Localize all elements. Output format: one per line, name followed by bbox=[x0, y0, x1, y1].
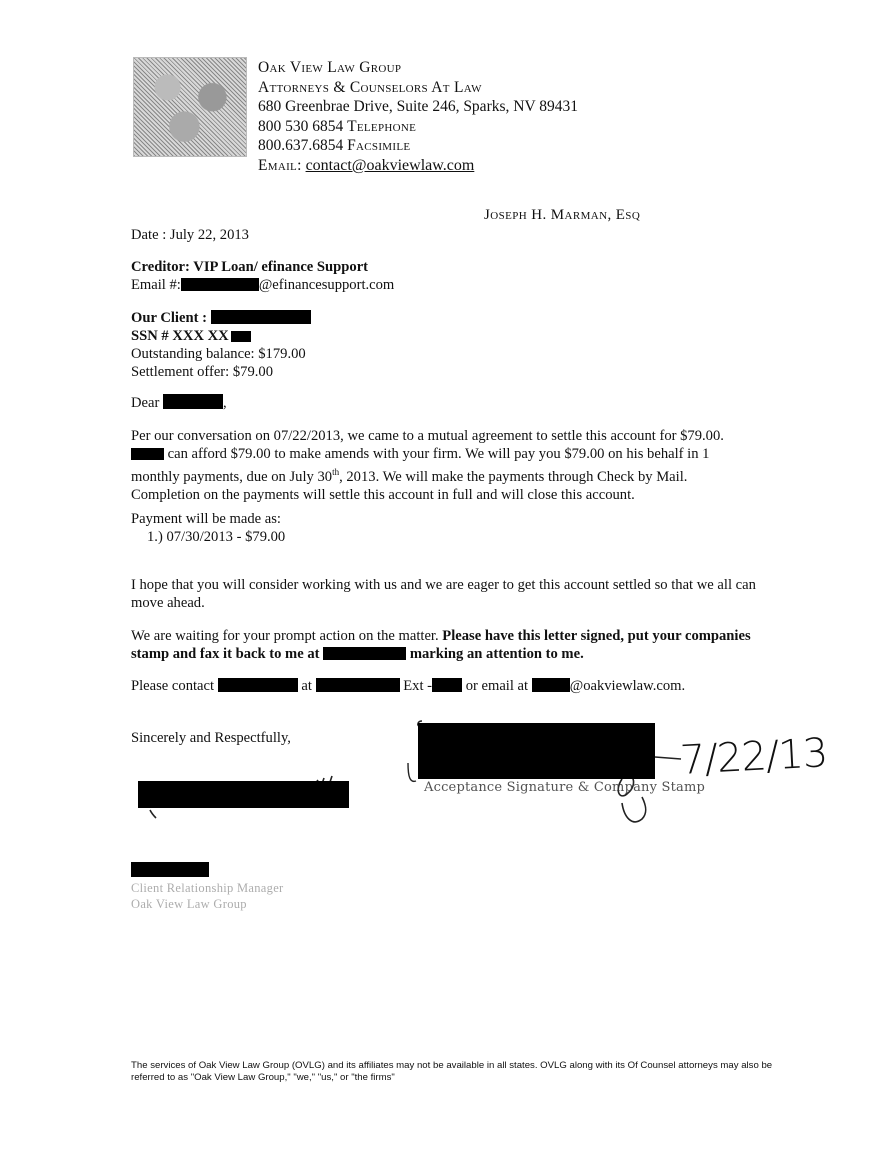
ssn-label: SSN # XXX XX bbox=[131, 328, 229, 344]
creditor-email-prefix: Email #: bbox=[131, 277, 181, 293]
attorney-name: Joseph H. Marman, Esq bbox=[484, 207, 641, 223]
agreement-paragraph bbox=[131, 427, 781, 504]
fax-label: Facsimile bbox=[347, 137, 411, 154]
letterhead bbox=[258, 58, 578, 175]
firm-fax bbox=[258, 136, 578, 156]
manager-firm: Oak View Law Group bbox=[131, 897, 247, 911]
client-name bbox=[131, 309, 311, 327]
redaction bbox=[211, 310, 311, 324]
para1-line4: Completion on the payments will settle this account in full and will close this account. bbox=[131, 486, 635, 503]
fax-number: 800.637.6854 bbox=[258, 137, 344, 154]
para1-line3: monthly payments, due on July 30th, 2013. We will make the payments through Check by Mail. bbox=[131, 467, 688, 485]
firm-email bbox=[258, 156, 578, 176]
greeting-prefix: Dear bbox=[131, 395, 160, 411]
creditor-heading: Creditor: VIP Loan/ efinance Support bbox=[131, 259, 369, 275]
redaction bbox=[131, 448, 164, 460]
footer-disclaimer: The services of Oak View Law Group (OVLG) and its affiliates may not be available in all states. OVLG along with its Of Counsel attorneys may also be referred to as "Oak View Law Group," "we," "us," or "the firms" bbox=[131, 1060, 773, 1083]
firm-phone bbox=[258, 117, 578, 137]
action-paragraph: We are waiting for your prompt action on the matter. Please have this letter signed, put your companies stamp and fax it back to me at marking an attention to me. bbox=[131, 628, 751, 662]
firm-tagline: Attorneys & Counselors At Law bbox=[258, 78, 482, 96]
greeting-suffix: , bbox=[223, 395, 227, 411]
manager-name-redaction bbox=[131, 862, 209, 877]
firm-logo bbox=[133, 57, 247, 157]
creditor-email bbox=[131, 276, 394, 294]
client-ssn bbox=[131, 327, 311, 345]
acceptance-signature-redaction bbox=[418, 723, 655, 779]
payment-block bbox=[131, 510, 285, 546]
firm-name: Oak View Law Group bbox=[258, 59, 402, 76]
redaction bbox=[181, 278, 259, 291]
letter-date: Date : July 22, 2013 bbox=[131, 227, 249, 243]
para1-line1: Per our conversation on 07/22/2013, we came to a mutual agreement to settle this account for $79.00. bbox=[131, 428, 724, 444]
redaction bbox=[218, 678, 298, 692]
greeting bbox=[131, 394, 227, 412]
redaction bbox=[323, 647, 406, 660]
redaction bbox=[231, 331, 251, 342]
creditor-block bbox=[131, 258, 394, 294]
client-label: Our Client : bbox=[131, 310, 207, 326]
hope-paragraph: I hope that you will consider working with us and we are eager to get this account settled so that we all can move ahead. bbox=[131, 577, 756, 611]
outstanding-balance: Outstanding balance: $179.00 bbox=[131, 346, 306, 362]
redaction bbox=[163, 394, 223, 409]
redaction bbox=[316, 678, 400, 692]
contact-line: Please contact at Ext - or email at @oakviewlaw.com. bbox=[131, 678, 686, 694]
email-link[interactable]: contact@oakviewlaw.com bbox=[305, 156, 475, 174]
manager-block bbox=[131, 880, 284, 912]
signature-redaction bbox=[138, 781, 349, 808]
manager-title: Client Relationship Manager bbox=[131, 881, 284, 895]
redaction bbox=[532, 678, 570, 692]
firm-address: 680 Greenbrae Drive, Suite 246, Sparks, NV 89431 bbox=[258, 98, 578, 115]
para1-line2: can afford $79.00 to make amends with your firm. We will pay you $79.00 on his behalf in 1 bbox=[131, 445, 781, 463]
redaction bbox=[432, 678, 462, 692]
settlement-offer: Settlement offer: $79.00 bbox=[131, 364, 273, 380]
client-block bbox=[131, 309, 311, 381]
acceptance-label: Acceptance Signature & Company Stamp bbox=[424, 780, 706, 795]
creditor-email-suffix: @efinancesupport.com bbox=[258, 277, 395, 293]
payment-heading: Payment will be made as: bbox=[131, 511, 281, 527]
phone-number: 800 530 6854 bbox=[258, 117, 344, 135]
closing: Sincerely and Respectfully, bbox=[131, 730, 291, 746]
handwritten-date: 7/22/13 bbox=[678, 730, 829, 784]
payment-item: 1.) 07/30/2013 - $79.00 bbox=[147, 529, 286, 545]
phone-label: Telephone bbox=[347, 117, 417, 135]
email-label: Email: bbox=[258, 156, 302, 174]
